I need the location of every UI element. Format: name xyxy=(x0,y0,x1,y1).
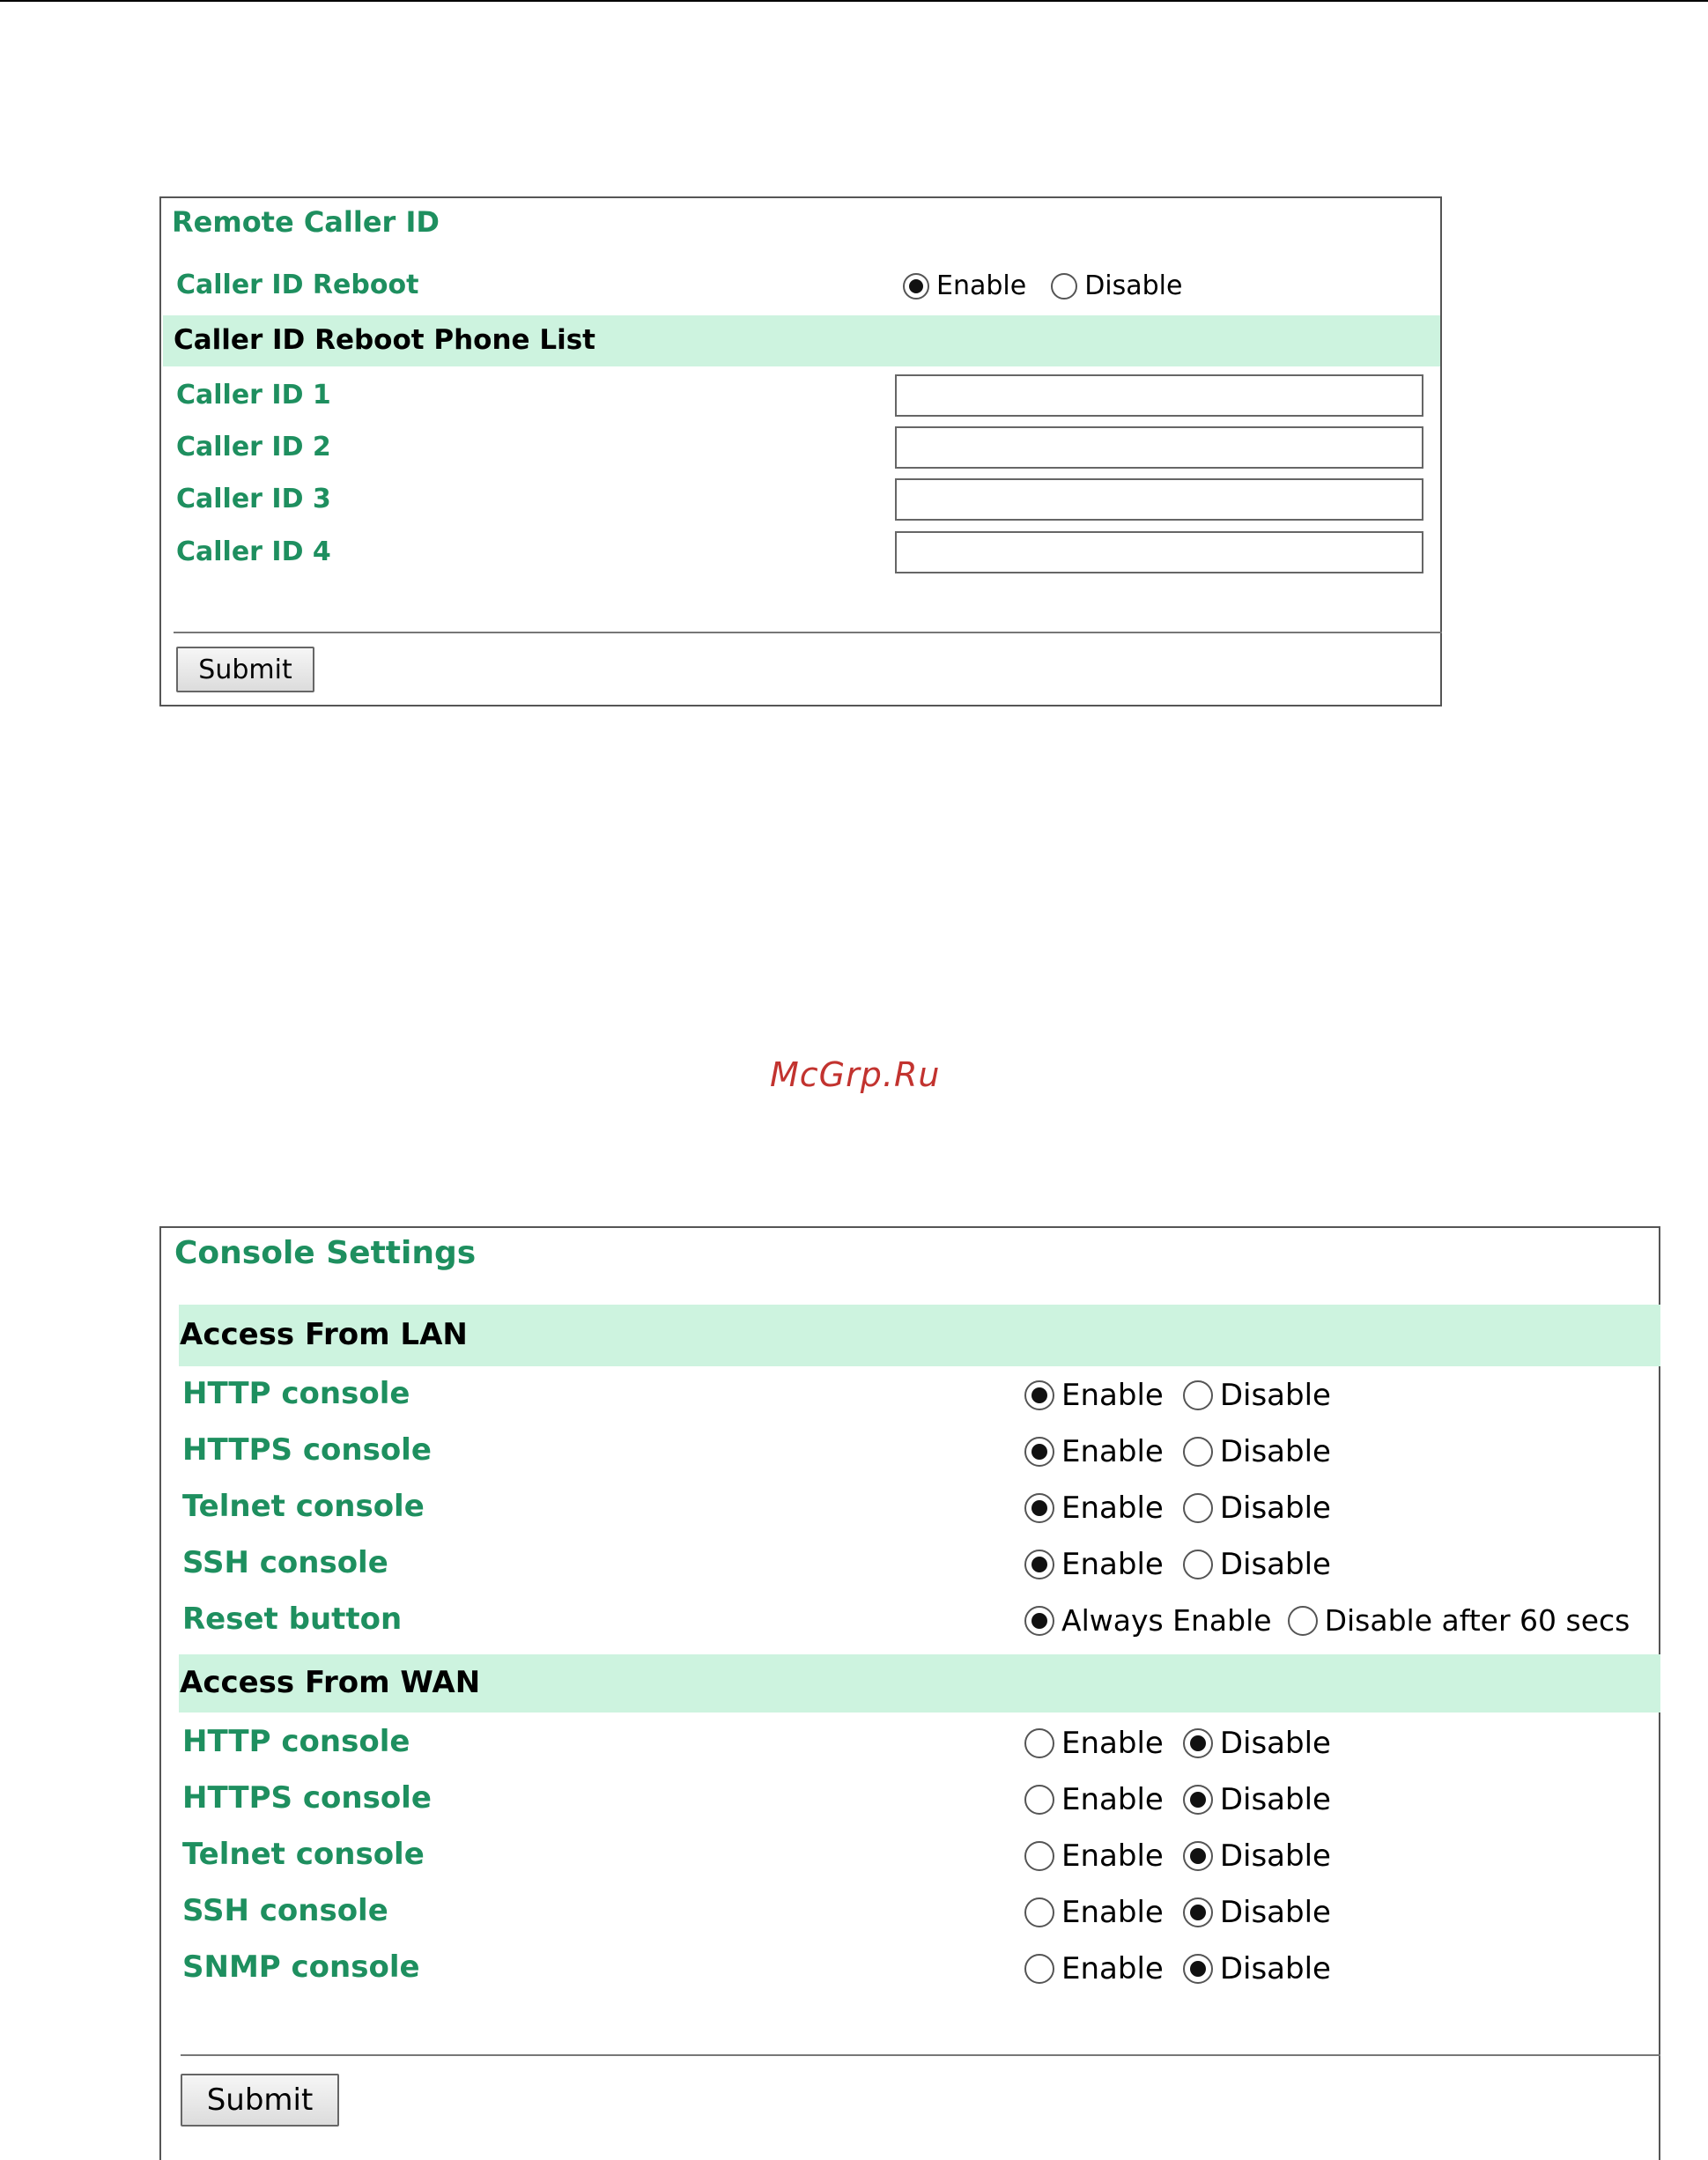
lan-https-console-radio-group xyxy=(1024,1434,1331,1469)
panel-title: Remote Caller ID xyxy=(172,205,440,239)
radio-disable-label: Disable xyxy=(1219,1951,1331,1986)
reset-disable-after-option[interactable] xyxy=(1288,1603,1630,1638)
radio-disable[interactable] xyxy=(1183,1841,1213,1871)
caller-id-1-label: Caller ID 1 xyxy=(176,380,331,411)
radio-enable[interactable] xyxy=(903,273,929,300)
radio-disable[interactable] xyxy=(1183,1785,1213,1815)
radio-disable-label: Disable xyxy=(1219,1491,1331,1526)
reset-button-label: Reset button xyxy=(182,1602,403,1637)
lan-telnet-console-label: Telnet console xyxy=(182,1489,425,1524)
radio-disable[interactable] xyxy=(1183,1728,1213,1758)
submit-button[interactable]: Submit xyxy=(176,647,314,692)
wan-https-disable-option[interactable] xyxy=(1183,1782,1331,1817)
lan-https-enable-option[interactable] xyxy=(1024,1434,1164,1469)
wan-telnet-console-label: Telnet console xyxy=(182,1837,425,1872)
lan-https-console-label: HTTPS console xyxy=(182,1432,432,1468)
wan-https-console-radio-group xyxy=(1024,1782,1331,1817)
lan-ssh-console-radio-group xyxy=(1024,1547,1331,1582)
remote-caller-id-panel xyxy=(159,196,1442,706)
wan-telnet-disable-option[interactable] xyxy=(1183,1838,1331,1874)
lan-http-console-label: HTTP console xyxy=(182,1376,410,1411)
reset-button-radio-group xyxy=(1024,1603,1630,1638)
caller-id-2-input[interactable] xyxy=(895,426,1423,469)
radio-disable[interactable] xyxy=(1183,1380,1213,1410)
radio-disable-label: Disable xyxy=(1219,1378,1331,1413)
wan-http-enable-option[interactable] xyxy=(1024,1726,1164,1761)
wan-snmp-console-label: SNMP console xyxy=(182,1949,420,1985)
lan-http-disable-option[interactable] xyxy=(1183,1378,1331,1413)
radio-enable[interactable] xyxy=(1024,1728,1054,1758)
wan-http-console-label: HTTP console xyxy=(182,1724,410,1759)
radio-enable[interactable] xyxy=(1024,1493,1054,1523)
wan-ssh-disable-option[interactable] xyxy=(1183,1895,1331,1930)
caller-id-3-label: Caller ID 3 xyxy=(176,484,331,514)
wan-snmp-enable-option[interactable] xyxy=(1024,1951,1164,1986)
caller-id-reboot-enable-option[interactable] xyxy=(903,270,1026,301)
caller-id-2-label: Caller ID 2 xyxy=(176,432,331,462)
radio-disable[interactable] xyxy=(1183,1897,1213,1927)
lan-telnet-enable-option[interactable] xyxy=(1024,1491,1164,1526)
wan-telnet-console-radio-group xyxy=(1024,1838,1331,1874)
wan-http-console-radio-group xyxy=(1024,1726,1331,1761)
radio-enable[interactable] xyxy=(1024,1380,1054,1410)
caller-id-reboot-disable-option[interactable] xyxy=(1051,270,1182,301)
access-from-wan-header: Access From WAN xyxy=(180,1665,481,1700)
reset-always-enable-option[interactable] xyxy=(1024,1603,1272,1638)
radio-disable-after[interactable] xyxy=(1288,1606,1318,1636)
lan-telnet-disable-option[interactable] xyxy=(1183,1491,1331,1526)
radio-enable[interactable] xyxy=(1024,1897,1054,1927)
radio-disable-after-label: Disable after 60 secs xyxy=(1324,1603,1630,1638)
wan-https-enable-option[interactable] xyxy=(1024,1782,1164,1817)
radio-disable[interactable] xyxy=(1183,1954,1213,1984)
wan-https-console-label: HTTPS console xyxy=(182,1780,432,1816)
radio-disable[interactable] xyxy=(1183,1437,1213,1467)
radio-disable-label: Disable xyxy=(1219,1838,1331,1874)
radio-enable[interactable] xyxy=(1024,1841,1054,1871)
access-from-lan-header: Access From LAN xyxy=(180,1317,468,1352)
radio-disable-label: Disable xyxy=(1219,1434,1331,1469)
radio-enable-label: Enable xyxy=(1061,1378,1164,1413)
radio-enable-label: Enable xyxy=(1061,1895,1164,1930)
lan-http-console-radio-group xyxy=(1024,1378,1331,1413)
radio-disable[interactable] xyxy=(1183,1550,1213,1579)
radio-enable[interactable] xyxy=(1024,1785,1054,1815)
console-settings-panel xyxy=(159,1226,1660,2160)
radio-enable-label: Enable xyxy=(1061,1434,1164,1469)
radio-enable-label: Enable xyxy=(1061,1951,1164,1986)
wan-http-disable-option[interactable] xyxy=(1183,1726,1331,1761)
radio-disable[interactable] xyxy=(1051,273,1077,300)
wan-telnet-enable-option[interactable] xyxy=(1024,1838,1164,1874)
radio-enable[interactable] xyxy=(1024,1550,1054,1579)
radio-disable-label: Disable xyxy=(1219,1782,1331,1817)
page-top-rule xyxy=(0,0,1708,2)
lan-ssh-enable-option[interactable] xyxy=(1024,1547,1164,1582)
radio-disable-label: Disable xyxy=(1219,1547,1331,1582)
caller-id-1-input[interactable] xyxy=(895,374,1423,417)
caller-id-4-input[interactable] xyxy=(895,531,1423,573)
caller-id-reboot-radio-group xyxy=(903,270,1182,301)
radio-enable-label: Enable xyxy=(1061,1491,1164,1526)
radio-always-enable[interactable] xyxy=(1024,1606,1054,1636)
wan-snmp-disable-option[interactable] xyxy=(1183,1951,1331,1986)
radio-enable[interactable] xyxy=(1024,1954,1054,1984)
radio-enable-label: Enable xyxy=(1061,1726,1164,1761)
radio-enable-label: Enable xyxy=(1061,1547,1164,1582)
radio-disable[interactable] xyxy=(1183,1493,1213,1523)
caller-id-4-label: Caller ID 4 xyxy=(176,536,331,567)
radio-disable-label: Disable xyxy=(1084,270,1183,301)
caller-id-reboot-label: Caller ID Reboot xyxy=(176,270,419,300)
lan-ssh-disable-option[interactable] xyxy=(1183,1547,1331,1582)
phone-list-header: Caller ID Reboot Phone List xyxy=(174,324,596,356)
lan-ssh-console-label: SSH console xyxy=(182,1545,388,1580)
panel-title: Console Settings xyxy=(174,1235,477,1271)
watermark: McGrp.Ru xyxy=(770,1055,941,1094)
wan-ssh-enable-option[interactable] xyxy=(1024,1895,1164,1930)
radio-disable-label: Disable xyxy=(1219,1895,1331,1930)
wan-snmp-console-radio-group xyxy=(1024,1951,1331,1986)
lan-telnet-console-radio-group xyxy=(1024,1491,1331,1526)
radio-disable-label: Disable xyxy=(1219,1726,1331,1761)
form-divider xyxy=(174,632,1442,633)
wan-ssh-console-radio-group xyxy=(1024,1895,1331,1930)
form-divider xyxy=(181,2054,1660,2056)
submit-button[interactable]: Submit xyxy=(181,2074,339,2127)
radio-always-enable-label: Always Enable xyxy=(1061,1603,1272,1638)
radio-enable[interactable] xyxy=(1024,1437,1054,1467)
lan-https-disable-option[interactable] xyxy=(1183,1434,1331,1469)
lan-http-enable-option[interactable] xyxy=(1024,1378,1164,1413)
wan-ssh-console-label: SSH console xyxy=(182,1893,388,1928)
radio-enable-label: Enable xyxy=(936,270,1027,301)
radio-enable-label: Enable xyxy=(1061,1782,1164,1817)
radio-enable-label: Enable xyxy=(1061,1838,1164,1874)
caller-id-3-input[interactable] xyxy=(895,478,1423,521)
